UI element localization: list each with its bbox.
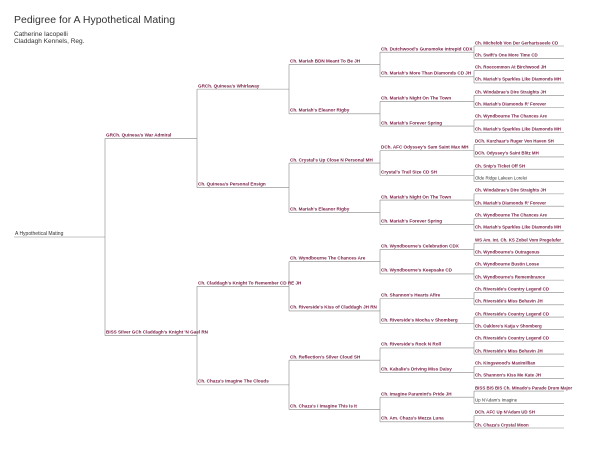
pedigree-entry-pedigree-dam-dam-name: Ch. Chaza's Imagine The Clouds [198, 378, 269, 384]
pedigree-entry-pedigree-dam-sire-sire-sire-dam: Ch. Wyndbourne's Outrageous [475, 249, 540, 255]
pedigree-entry-pedigree-sire-sire-sire-dam-name: Ch. Mariah's More Than Diamonds CD JH [381, 70, 472, 76]
pedigree-entry-pedigree-sire-sire-sire-dam-sire: Ch. Roecommon At Birchwood JH [475, 64, 547, 70]
pedigree-entry-pedigree-sire-name: GRCh. Quinesa's War Admiral [106, 132, 172, 138]
pedigree-entry-pedigree-dam-sire-name: Ch. Claddagh's Knight To Remember CD RE JH [198, 280, 302, 286]
pedigree-entry-pedigree-dam-sire-sire-sire-name: Ch. Wyndbourne's Celebration CDX [381, 243, 459, 249]
pedigree-entry-pedigree-sire-dam-sire-sire-sire: DCh. Kurzhaar's Ruger Von Haven SH [475, 138, 554, 144]
pedigree-entry-pedigree-dam-dam-sire-sire-name: Ch. Riverside's Rock N Roll [381, 341, 442, 347]
pedigree-entry-pedigree-sire-dam-sire-dam-name: Crystal's Trail Size CD SH [381, 169, 437, 175]
pedigree-entry-pedigree-sire-sire-dam-name: Ch. Mariah's Eleanor Rigby [290, 107, 350, 113]
pedigree-entry-pedigree-sire-dam-sire-dam-sire: Ch. Snip's Ticket Off SH [475, 163, 525, 169]
pedigree-entry-pedigree-sire-dam-dam-dam-dam: Ch. Mariah's Sparkles Like Diamonds MH [475, 224, 561, 230]
pedigree-entry-pedigree-dam-dam-sire-sire-sire: Ch. Riverside's Country Legend CD [475, 335, 549, 341]
page-title: Pedigree for A Hypothetical Mating [14, 14, 176, 26]
pedigree-entry-pedigree-dam-sire-dam-dam-dam: Ch. Oaklore's Katja v Shomberg [475, 323, 542, 329]
pedigree-entry-pedigree-sire-dam-dam-sire-dam: Ch. Mariah's Diamonds R' Forever [475, 200, 547, 206]
pedigree-entry-pedigree-dam-sire-sire-sire-sire: WS Am. Int. Ch. KS Zobel Vom Pregelufer [475, 237, 562, 243]
pedigree-entry-pedigree-dam-dam-dam-sire-name: Ch. Imagine Paramint's Pride JH [381, 391, 452, 397]
pedigree-entry-pedigree-dam-dam-sire-dam-dam: Ch. Shannon's Kiss Me Kate JH [475, 372, 541, 378]
pedigree-entry-pedigree-dam-dam-sire-dam-name: Ch. Kabalie's Driving Miss Daisy [381, 366, 452, 372]
pedigree-entry-pedigree-dam-dam-dam-sire-sire: BISS BIS BIS Ch. Minado's Parade Drum Major [475, 385, 573, 391]
pedigree-entry-pedigree-sire-sire-sire-sire-name: Ch. Dutchwood's Gunsmoke Intrepid CDX [381, 46, 473, 52]
pedigree-entry-pedigree-sire-dam-dam-name: Ch. Mariah's Eleanor Rigby [290, 206, 350, 212]
pedigree-entry-pedigree-sire-sire-dam-dam-name: Ch. Mariah's Forever Spring [381, 120, 443, 125]
pedigree-entry-pedigree-sire-sire-sire-sire-dam: Ch. Swift's One More Time CD [475, 52, 538, 58]
owner-name: Catherine Iacopelli [14, 31, 68, 38]
pedigree-entry-pedigree-sire-sire-dam-sire-name: Ch. Mariah's Night On The Town [381, 95, 452, 101]
pedigree-entry-pedigree-sire-dam-sire-name: Ch. Crystal's Up Close N Personal MH [290, 156, 373, 162]
pedigree-entry-pedigree-sire-sire-sire-name: Ch. Mariah BDN Meant To Be JH [290, 58, 361, 64]
pedigree-entry-pedigree-sire-dam-sire-dam-dam: Olde Ridge Lakeen Lorelei [475, 175, 527, 181]
pedigree-entry-pedigree-sire-dam-dam-sire-name: Ch. Mariah's Night On The Town [381, 193, 452, 199]
pedigree-entry-pedigree-dam-dam-sire-dam-sire: Ch. Kingswood's Maximillian [475, 360, 536, 366]
pedigree-entry-pedigree-dam-dam-dam-dam-dam: Ch. Chaza's Crystal Moon [475, 422, 529, 428]
pedigree-entry-pedigree-sire-dam-sire-sire-dam: DCh. Odyssey's Saint Blitz MH [475, 150, 539, 156]
pedigree-entry-pedigree-dam-sire-sire-dam-sire: Ch. Wyndbourne Bustin Loose [475, 261, 540, 267]
pedigree-entry-pedigree-sire-sire-name: GRCh. Quinesa's Whirlaway [198, 83, 260, 89]
kennel-name: Claddagh Kennels, Reg. [14, 38, 85, 45]
pedigree-entry-pedigree-sire-sire-dam-sire-dam: Ch. Mariah's Diamonds R' Forever [475, 101, 547, 107]
pedigree-entry-pedigree-dam-sire-sire-name: Ch. Wyndbourne The Chances Are [290, 255, 366, 261]
pedigree-entry-pedigree-sire-sire-sire-sire-sire: Ch. Michelob Von Der Gerhartsseele CD [475, 40, 559, 46]
pedigree-entry-pedigree-dam-dam-dam-name: Ch. Chaza's I Imagine This Is It [290, 403, 357, 409]
pedigree-entry-pedigree-sire-sire-dam-sire-sire: Ch. Windabrae's Dire Straights JH [475, 89, 547, 95]
pedigree-entry-pedigree-sire-dam-dam-sire-sire: Ch. Windabrae's Dire Straights JH [475, 187, 547, 193]
pedigree-entry-pedigree-dam-sire-dam-sire-dam: Ch. Riverside's Miss Behavin JH [475, 298, 543, 304]
pedigree-entry-pedigree-dam-sire-sire-dam-name: Ch. Wyndbourne's Keepsake CD [381, 267, 452, 273]
pedigree-entry-pedigree-sire-dam-name: Ch. Quinesa's Personal Ensign [198, 181, 266, 187]
pedigree-entry-pedigree-sire-sire-dam-dam-dam: Ch. Mariah's Sparkles Like Diamonds MH [475, 126, 561, 132]
pedigree-entry-pedigree-dam-dam-dam-dam-name: Ch. Am. Chaza's Mezza Luna [381, 415, 444, 421]
pedigree-entry-pedigree-dam-sire-dam-sire-sire: Ch. Riverside's Country Legend CD [475, 286, 549, 292]
pedigree-entry-pedigree-subject: A Hypothetical Mating [15, 230, 64, 237]
pedigree-entry-pedigree-dam-name: BISS Silver GCh Claddagh's Knight 'N Gael RN [106, 329, 208, 335]
pedigree-entry-pedigree-dam-sire-dam-dam-name: Ch. Riverside's Mocha v Shomberg [381, 317, 458, 323]
pedigree-entry-pedigree-dam-sire-dam-sire-name: Ch. Shannon's Hearts Afire [381, 292, 441, 298]
pedigree-entry-pedigree-sire-dam-dam-dam-sire: Ch. Wyndbourne The Chances Are [475, 212, 547, 218]
pedigree-entry-pedigree-dam-sire-dam-name: Ch. Riverside's Kiss of Claddagh JH RN [290, 304, 377, 310]
pedigree-entry-pedigree-sire-sire-sire-dam-dam: Ch. Mariah's Sparkles Like Diamonds MH [475, 77, 561, 83]
pedigree-entry-pedigree-dam-dam-sire-name: Ch. Reflection's Silver Cloud SH [290, 354, 361, 360]
pedigree-entry-pedigree-sire-dam-sire-sire-name: DCh. AFC Odyssey's Sam Saint Max MH [381, 144, 469, 150]
pedigree-entry-pedigree-dam-dam-sire-sire-dam: Ch. Riverside's Miss Behavin JH [475, 348, 543, 354]
pedigree-entry-pedigree-dam-sire-dam-dam-sire: Ch. Riverside's Country Legend CD [475, 311, 549, 317]
pedigree-entry-pedigree-sire-sire-dam-dam-sire: Ch. Wyndbourne The Chances Are [475, 114, 547, 120]
pedigree-entry-pedigree-dam-dam-dam-sire-dam: Up N'Adam's Imagine [475, 397, 518, 403]
pedigree-entry-pedigree-dam-dam-dam-dam-sire: DCh. AFC Up N'Adam UD SH [475, 409, 535, 415]
pedigree-entry-pedigree-dam-sire-sire-dam-dam: Ch. Wyndbourne's Remembrance [475, 274, 546, 280]
pedigree-entry-pedigree-sire-dam-dam-dam-name: Ch. Mariah's Forever Spring [381, 218, 443, 224]
